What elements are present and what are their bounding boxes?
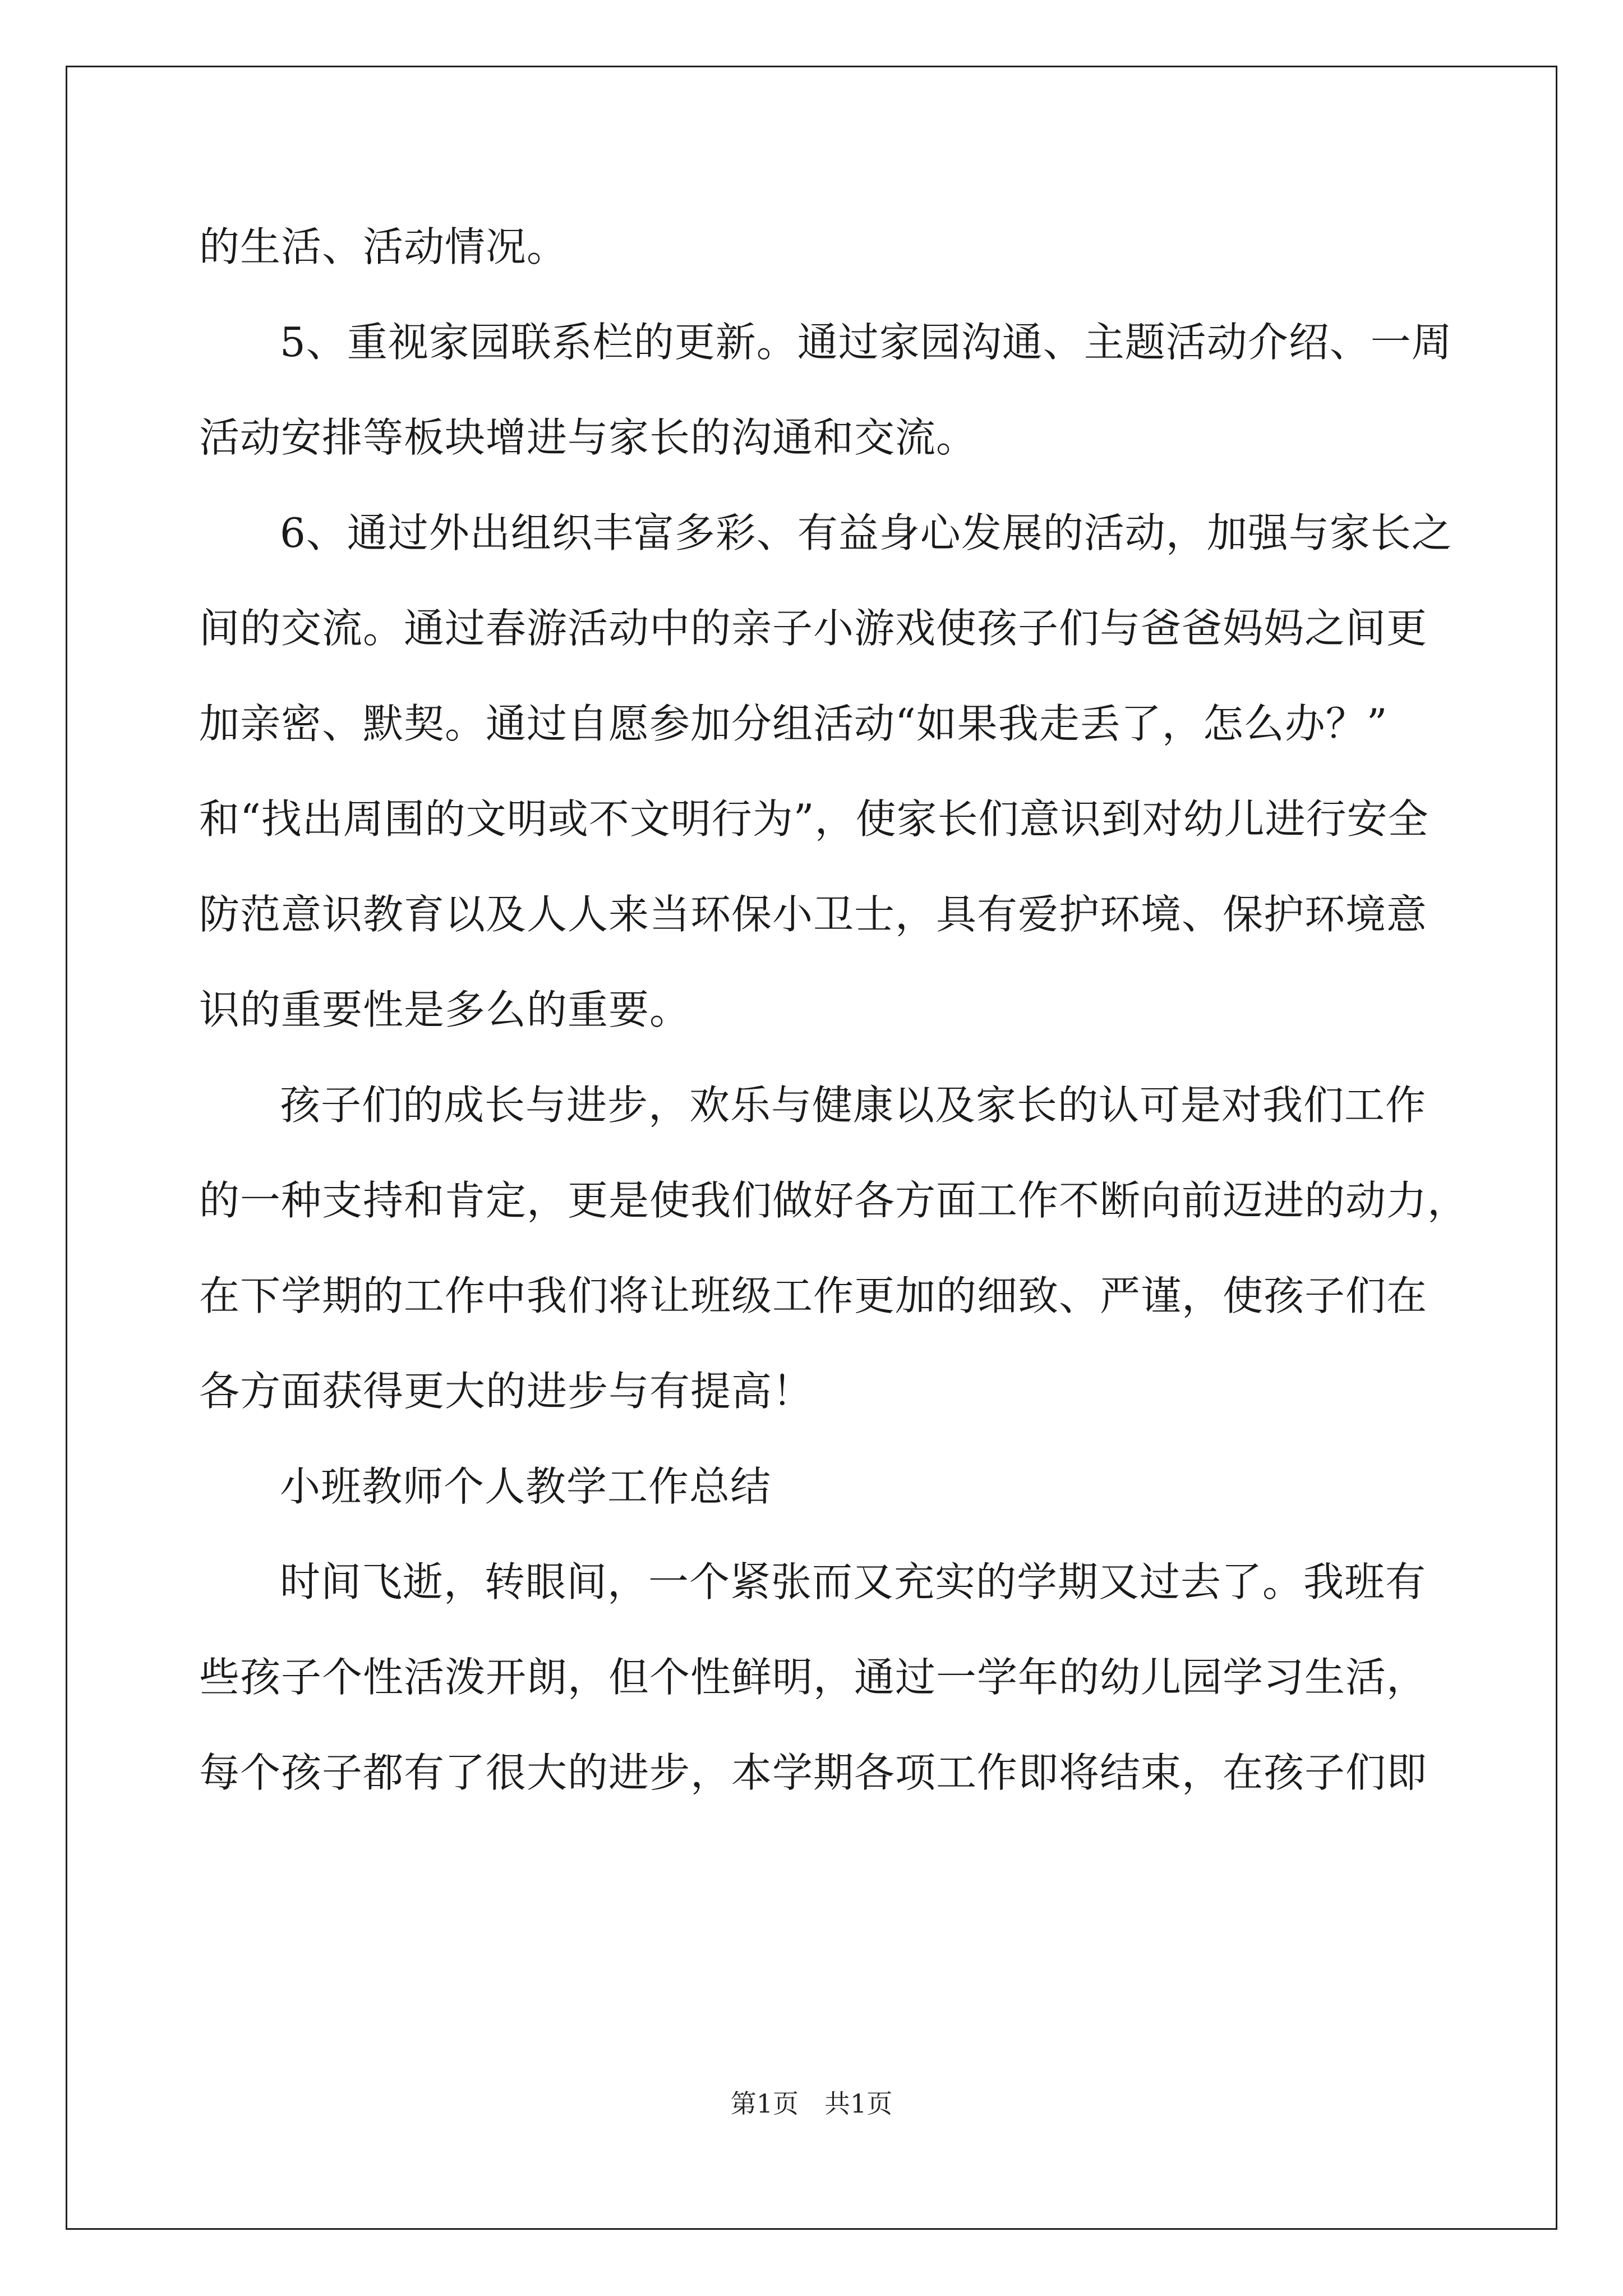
text-line: 孩子们的成长与进步，欢乐与健康以及家长的认可是对我们工作 (280, 1082, 1427, 1129)
document-body (199, 199, 1469, 1820)
text-line: 活动安排等板块增进与家长的沟通和交流。 (199, 414, 978, 461)
text-line: 时间飞逝，转眼间，一个紧张而又充实的学期又过去了。我班有 (280, 1558, 1427, 1605)
text-line: 间的交流。通过春游活动中的亲子小游戏使孩子们与爸爸妈妈之间更 (199, 605, 1428, 652)
paragraph (199, 295, 1453, 485)
text-line: 防范意识教育以及人人来当环保小卫士，具有爱护环境、保护环境意 (199, 891, 1428, 938)
text-line: 些孩子个性活泼开朗，但个性鲜明，通过一学年的幼儿园学习生活， (199, 1654, 1428, 1701)
text-line: 在下学期的工作中我们将让班级工作更加的细致、严谨，使孩子们在 (199, 1272, 1428, 1319)
text-line: 各方面获得更大的进步与有提高！ (199, 1368, 814, 1415)
text-line: 加亲密、默契。通过自愿参加分组活动“如果我走丢了，怎么办？” (199, 700, 1388, 747)
text-line: 5、重视家园联系栏的更新。通过家园沟通、主题活动介绍、一周 (280, 319, 1453, 366)
text-line: 和“找出周围的文明或不文明行为”，使家长们意识到对幼儿进行安全 (199, 795, 1429, 843)
text-line: 6、通过外出组织丰富多彩、有益身心发展的活动，加强与家长之 (280, 509, 1453, 556)
page-footer (0, 2087, 1623, 2120)
text-line: 每个孩子都有了很大的进步，本学期各项工作即将结束，在孩子们即 (199, 1749, 1428, 1796)
text-line: 小班教师个人教学工作总结 (280, 1463, 772, 1510)
paragraph (199, 1057, 1469, 1439)
text-line: 识的重要性是多么的重要。 (199, 986, 691, 1033)
text-line: 的生活、活动情况。 (199, 223, 568, 270)
paragraph (199, 485, 1453, 1057)
text-line: 的一种支持和肯定，更是使我们做好各方面工作不断向前迈进的动力， (199, 1177, 1469, 1224)
section-title (199, 1439, 1433, 1534)
page-number-label: 第1页 共1页 (730, 2088, 893, 2119)
paragraph (199, 199, 1433, 295)
paragraph (199, 1534, 1433, 1820)
